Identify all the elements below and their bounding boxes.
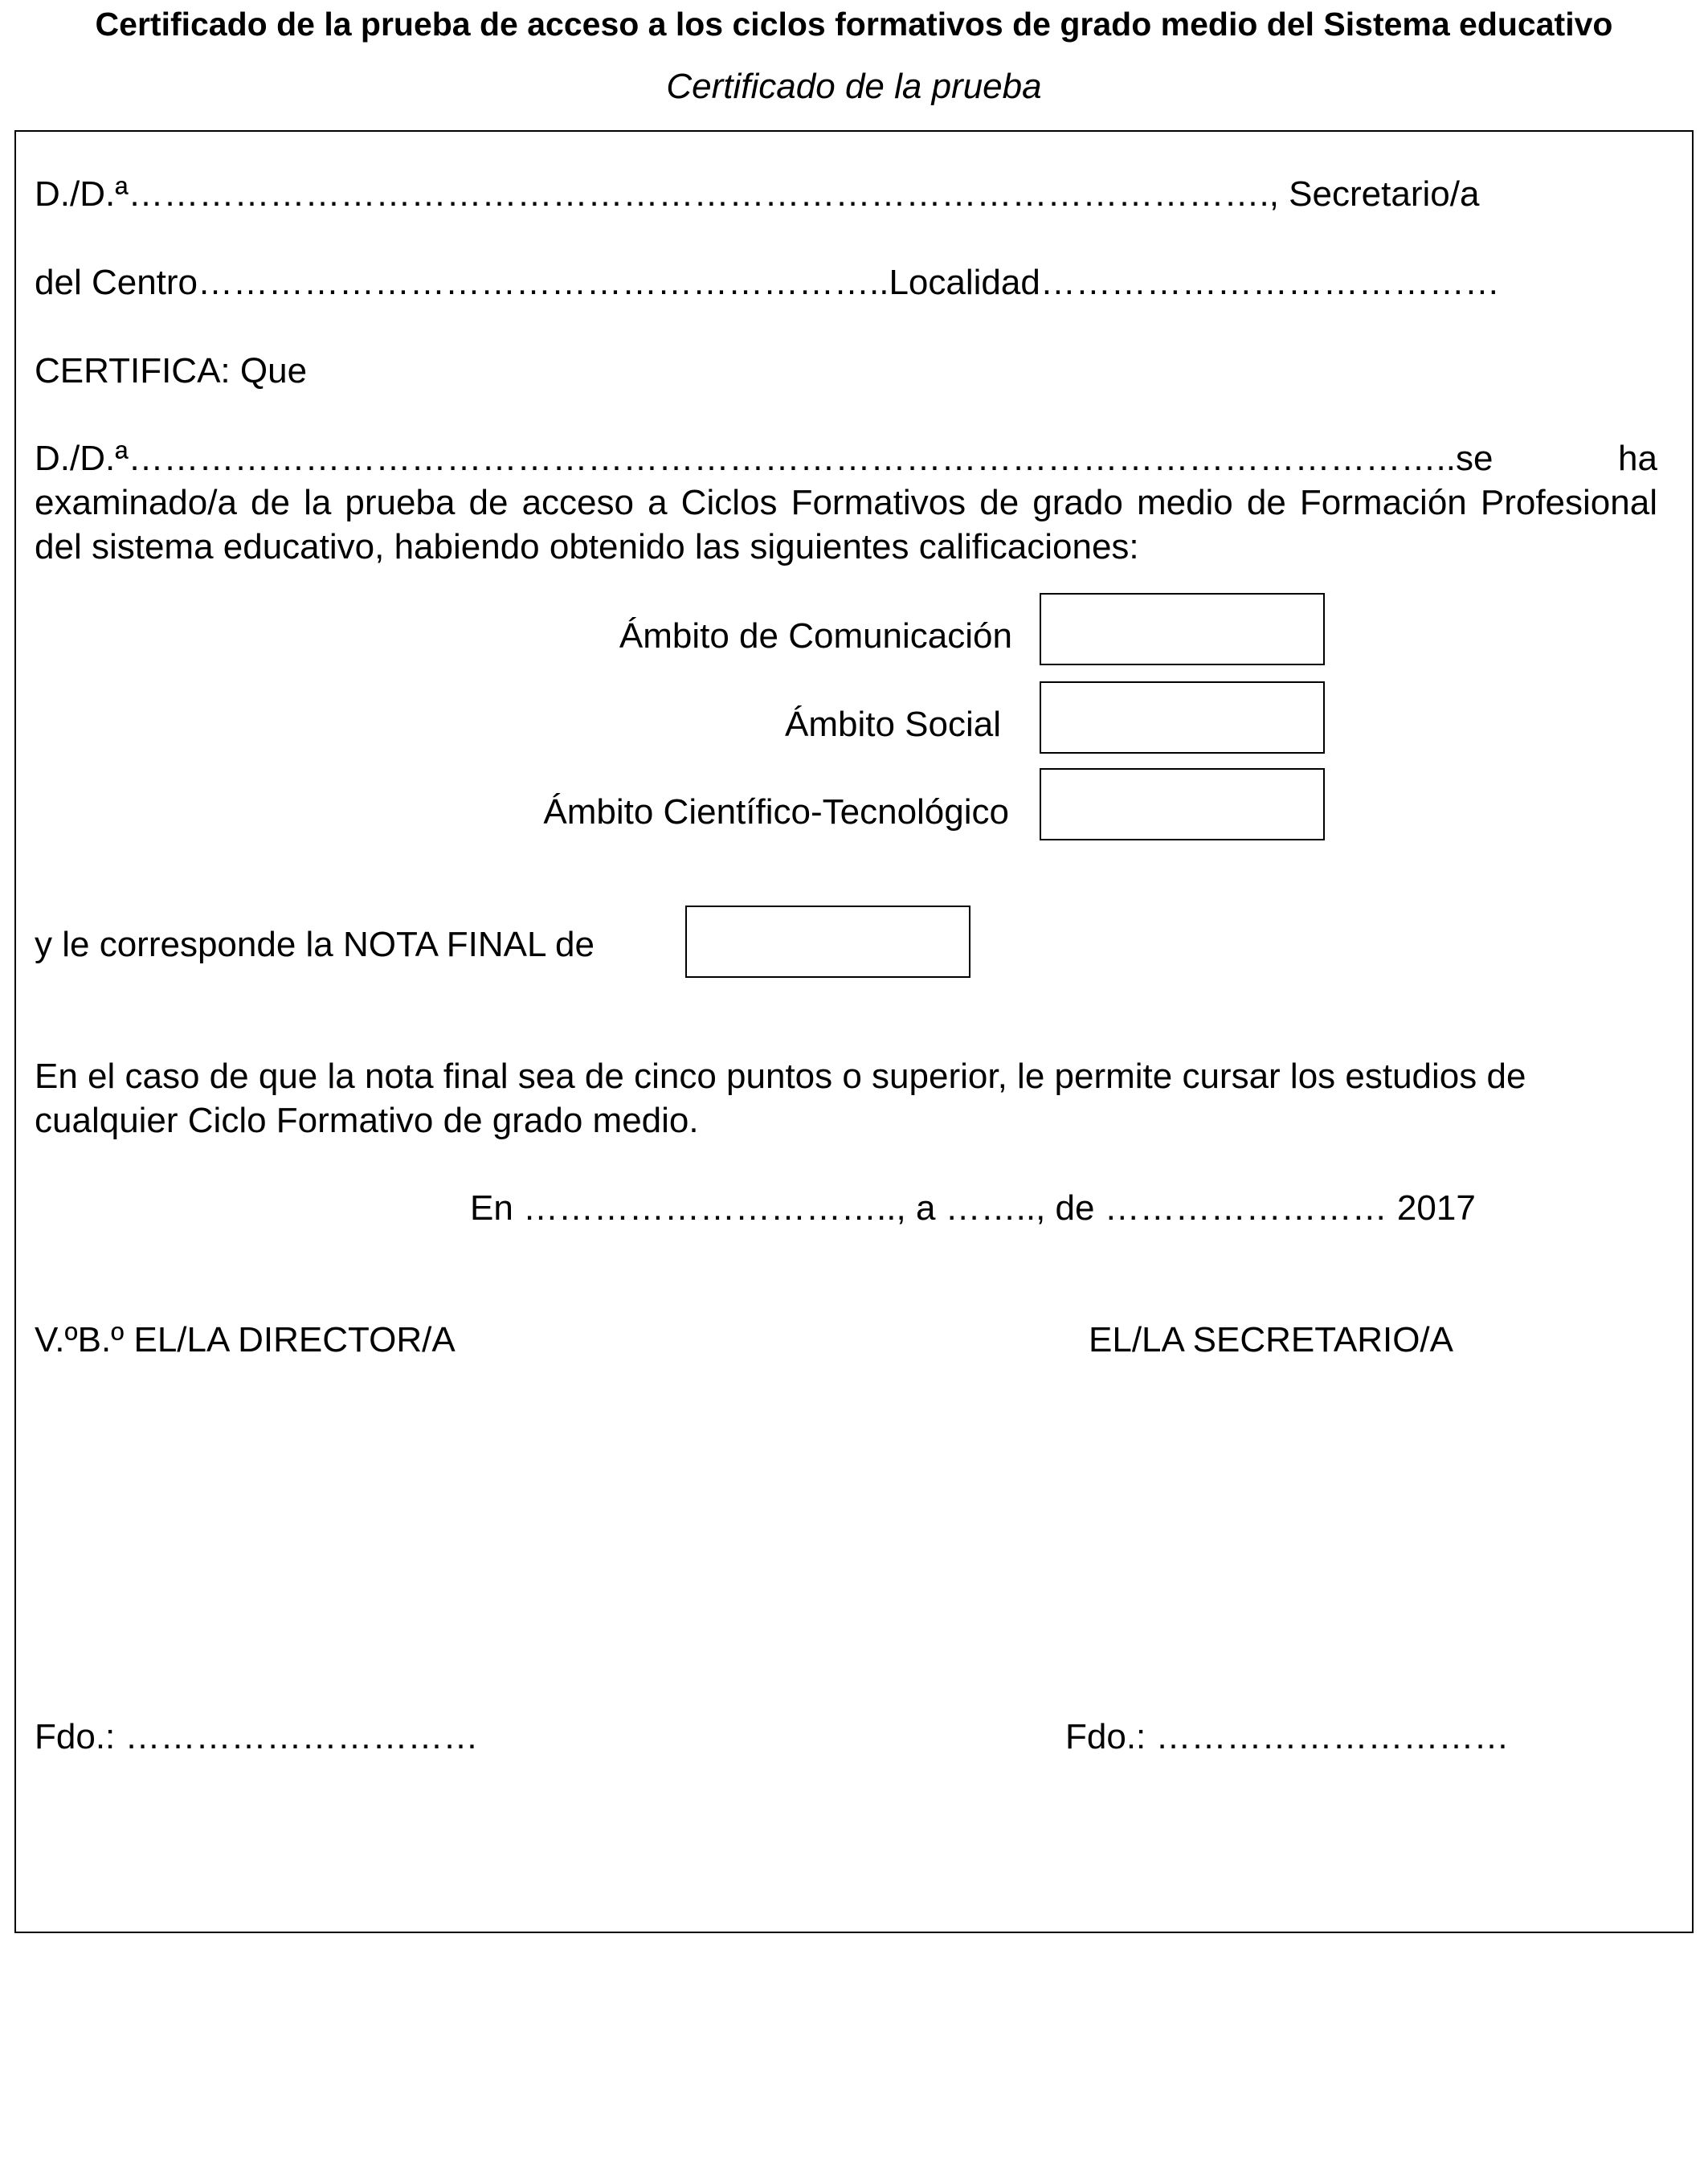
- final-grade-box[interactable]: [685, 906, 970, 978]
- note-paragraph: En el caso de que la nota final sea de cinco puntos o superior, le permite cursar los estudios de cualquier Ciclo Formativo de grado medio.: [35, 1057, 1526, 1140]
- secretary-name-line: D./D.ª……………………………………………………………………………………., Secretario/a: [35, 174, 1480, 214]
- centre-locality-line: del Centro…………………………………………………..Localidad…………………………………: [35, 263, 1500, 302]
- grade-box-comunicacion[interactable]: [1040, 593, 1325, 665]
- secretary-heading: EL/LA SECRETARIO/A: [1089, 1320, 1454, 1359]
- director-heading: V.ºB.º EL/LA DIRECTOR/A: [35, 1320, 456, 1359]
- grade-box-social[interactable]: [1040, 681, 1325, 754]
- certificate-frame: [14, 130, 1694, 1933]
- secretary-signature-line: Fdo.: …………………………: [1065, 1717, 1510, 1756]
- grade-box-cientifico[interactable]: [1040, 768, 1325, 840]
- grade-label-social: Ámbito Social: [784, 705, 1001, 744]
- document-subtitle: Certificado de la prueba: [666, 67, 1042, 106]
- grade-label-cientifico: Ámbito Científico-Tecnológico: [543, 792, 1009, 832]
- final-grade-label: y le corresponde la NOTA FINAL de: [35, 925, 595, 964]
- place-date-line: En ………………………….., a …….., de …………………… 2017: [470, 1188, 1476, 1228]
- certifica-label: CERTIFICA: Que: [35, 351, 308, 390]
- candidate-paragraph: D./D.ª…………………………………………………………………………………………………..se ha examinado/a de la prueba de acceso a Ciclos Formativos de grado medio de Formación Profesional del sistema educativo, habiendo obtenido las siguientes calificaciones:: [35, 439, 1657, 566]
- director-signature-line: Fdo.: …………………………: [35, 1717, 479, 1756]
- grade-label-comunicacion: Ámbito de Comunicación: [619, 616, 1012, 656]
- document-title: Certificado de la prueba de acceso a los ciclos formativos de grado medio del Sistema educativo: [95, 6, 1613, 43]
